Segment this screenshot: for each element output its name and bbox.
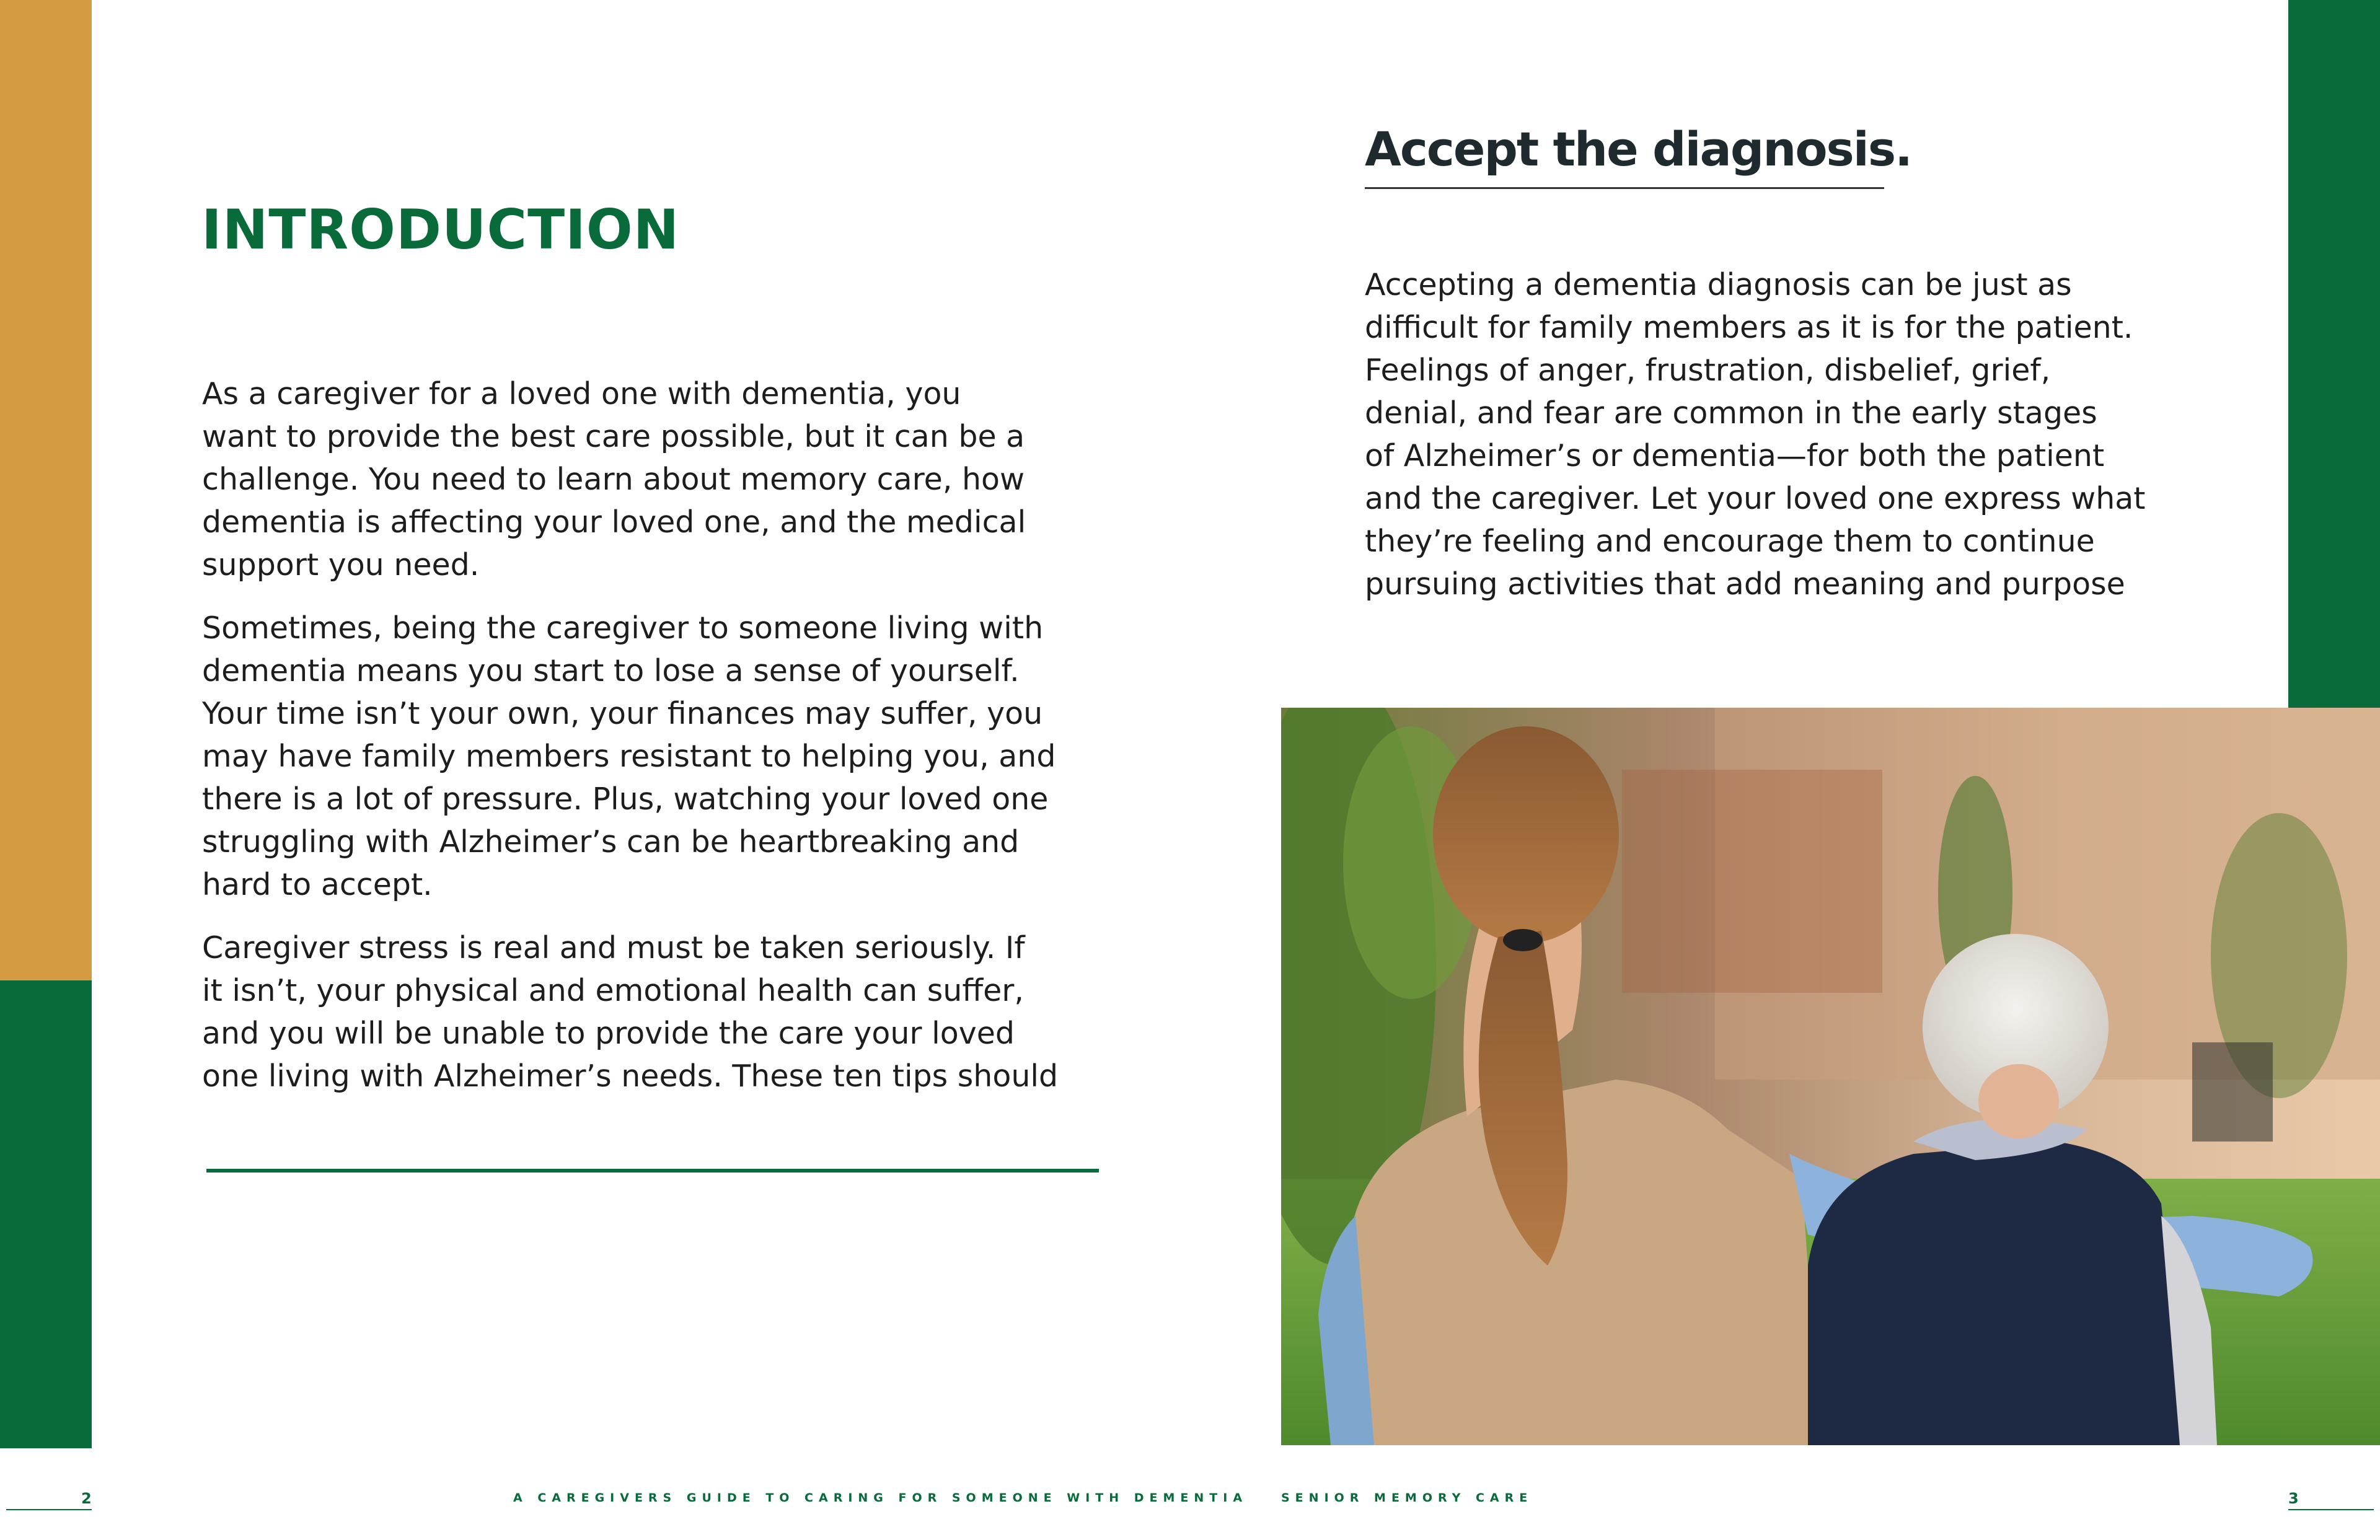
section-divider [206, 1169, 1099, 1173]
page-number-right: 3 [2288, 1490, 2299, 1507]
caregiver-photo [1281, 708, 2380, 1445]
heading-underline [1365, 187, 1884, 189]
page-title: INTRODUCTION [201, 198, 680, 262]
orange-side-bar [0, 0, 92, 980]
page-number-left: 2 [81, 1490, 92, 1507]
intro-paragraph-1: As a caregiver for a loved one with dementia, you want to provide the best care possible, but it can be a challenge. You need to learn about memory care, how dementia is affecting your loved one, and the medical support you need. [202, 376, 1026, 583]
footer-brand: SENIOR MEMORY CARE [1281, 1491, 1533, 1505]
section-body: Accepting a dementia diagnosis can be just as difficult for family members as it is for the patient. Feelings of anger, frustration, disbelief, grief, denial, and fear are common in the early stages of Alzheimer’s or dementia—for both the patient and the caregiver. Let your loved one express what they’re feeling and encourage them to continue pursuing activities that add meaning and purpose [1365, 267, 2146, 602]
green-side-bar-right [2288, 0, 2380, 708]
footer-guide-title: A CAREGIVERS GUIDE TO CARING FOR SOMEONE WITH DEMENTIA [513, 1491, 1248, 1505]
footer-rule-left [6, 1509, 92, 1510]
intro-paragraph-3: Caregiver stress is real and must be taken seriously. If it isn’t, your physical and emotional health can suffer, and you will be unable to provide the care your loved one living with Alzheimer’s needs. These ten tips should [202, 930, 1059, 1094]
section-heading: Accept the diagnosis. [1365, 121, 1911, 177]
green-side-bar-left [0, 980, 92, 1448]
intro-body [202, 372, 1101, 1118]
footer-rule-right [2288, 1509, 2374, 1510]
intro-paragraph-2: Sometimes, being the caregiver to someone living with dementia means you start to lose a sense of yourself. Your time isn’t your own, your finances may suffer, you may have family members resistant to helping you, and there is a lot of pressure. Plus, watching your loved one struggling with Alzheimer’s can be heartbreaking and hard to accept. [202, 610, 1056, 902]
